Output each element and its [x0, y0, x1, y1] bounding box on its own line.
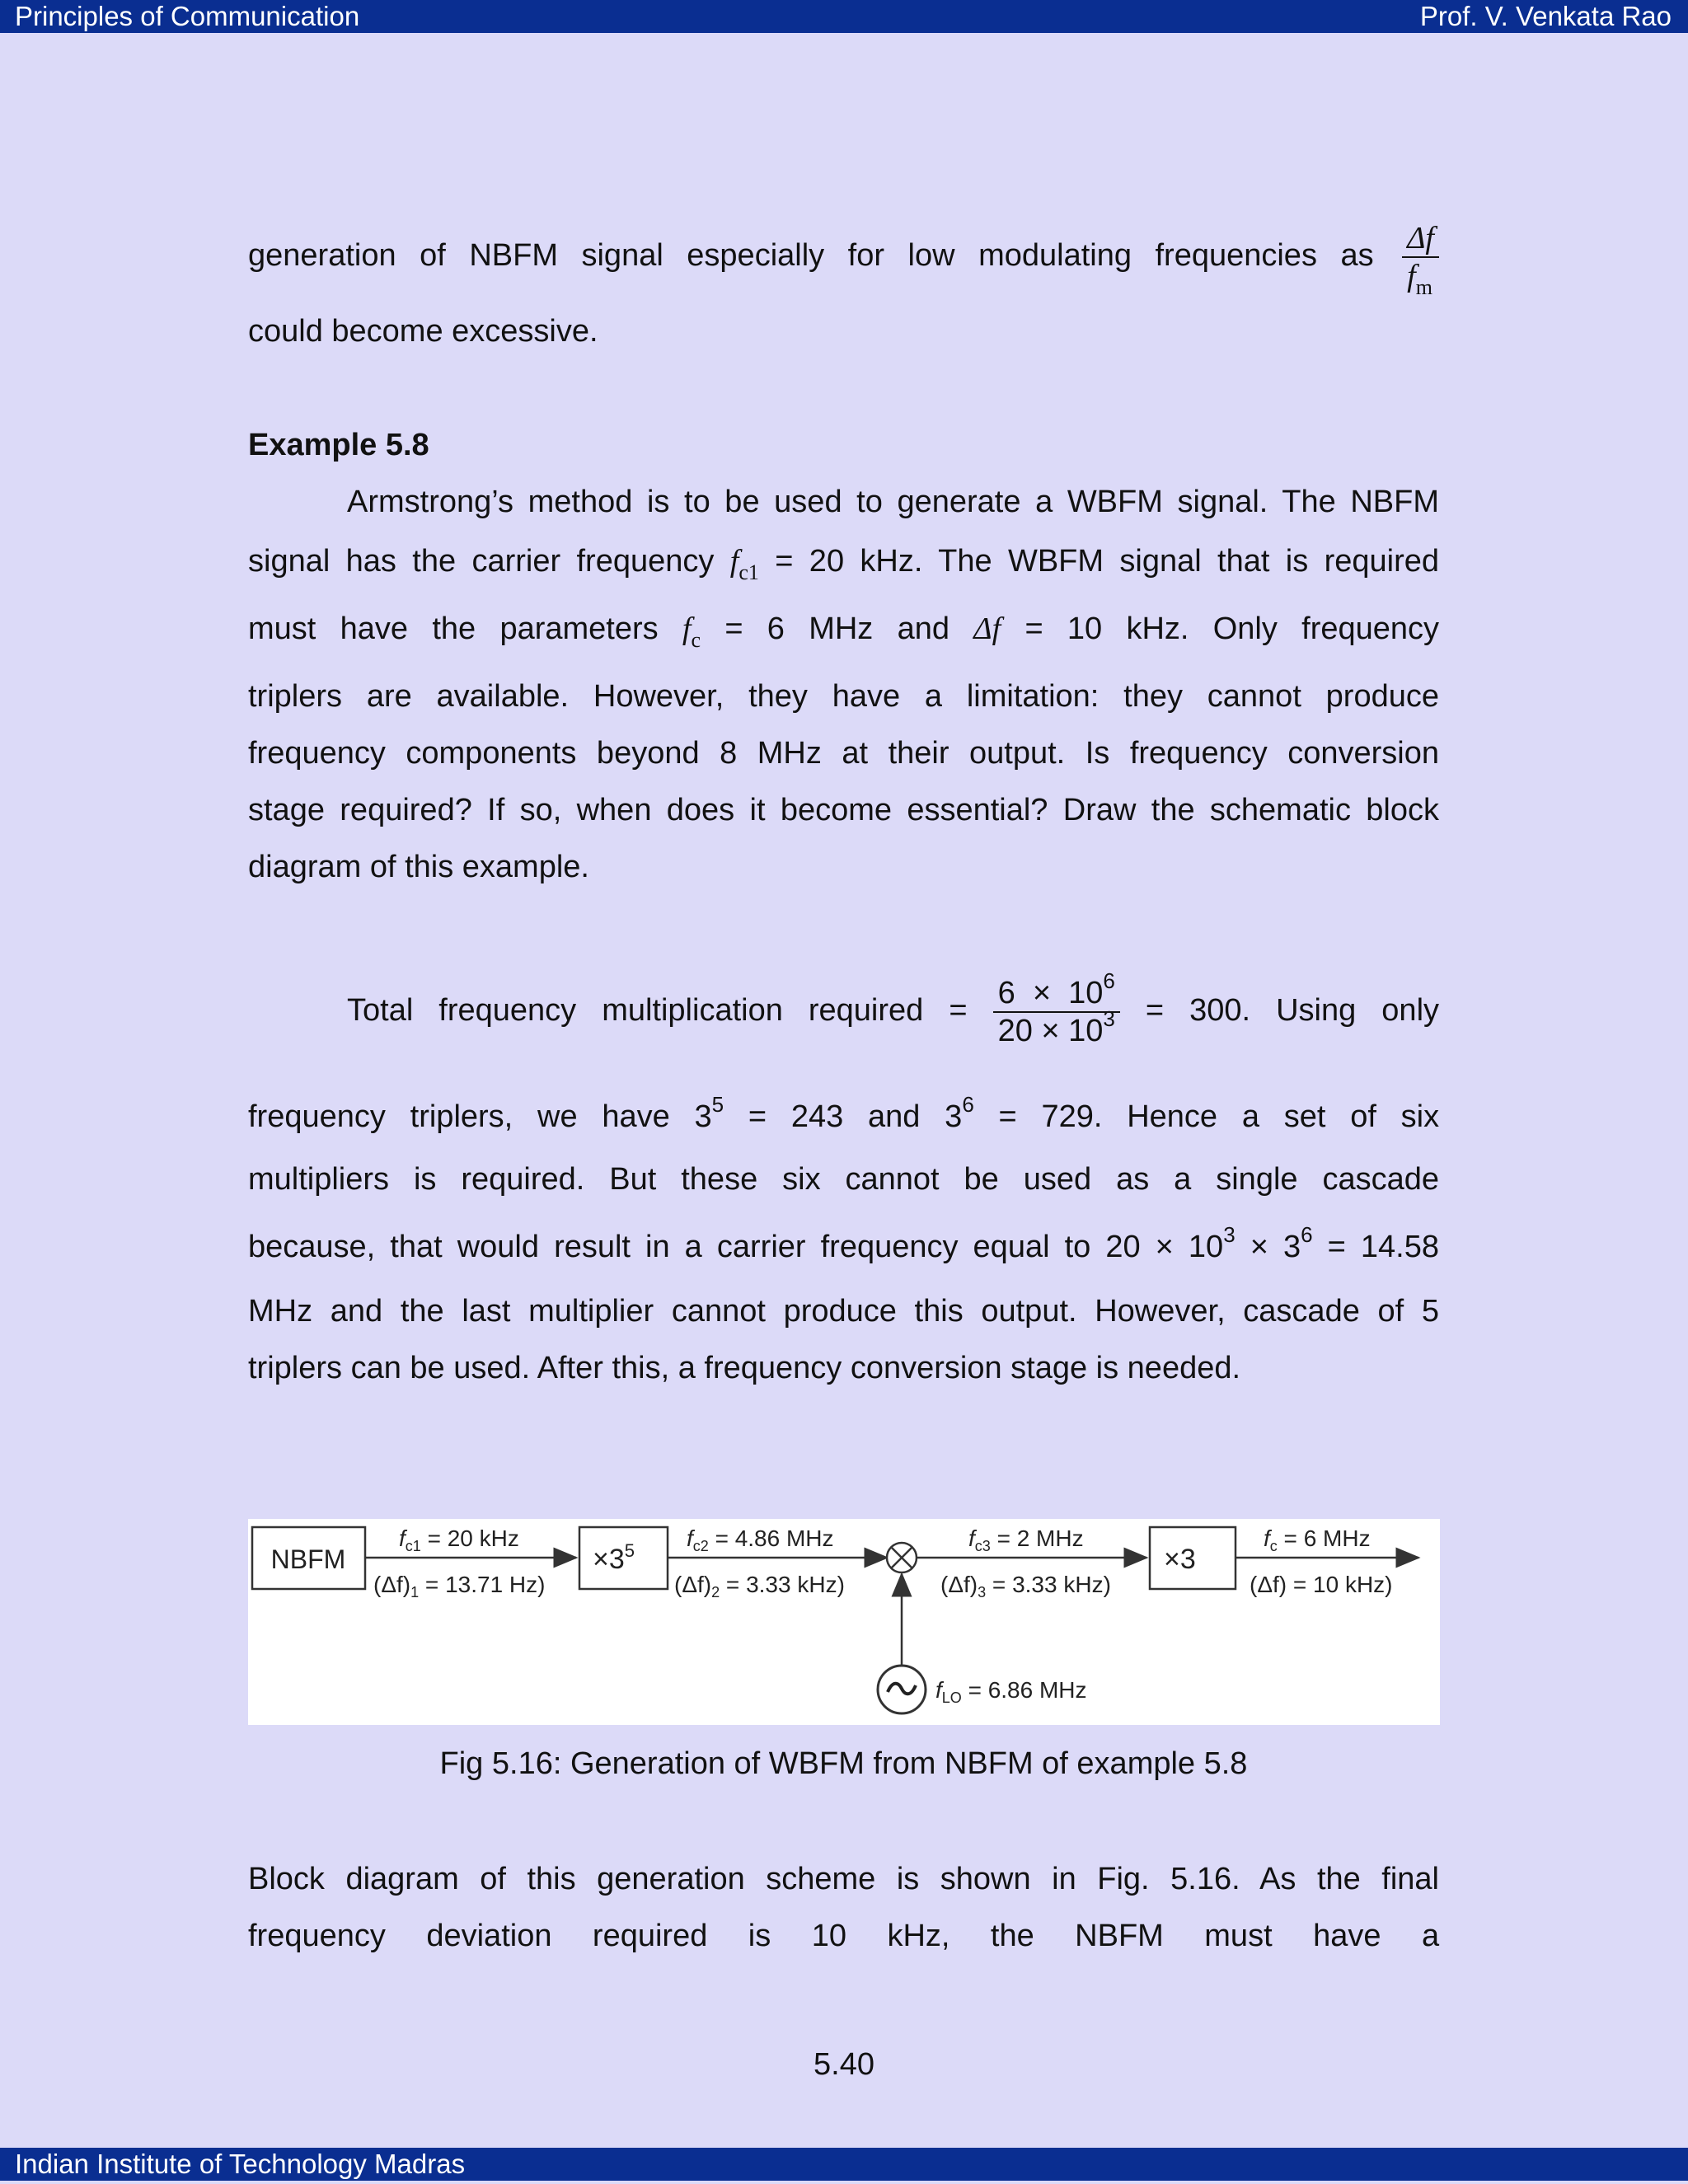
footer-bar: [0, 2148, 1688, 2181]
closing-line-1: Block diagram of this generation scheme is shown in Fig. 5.16. As the final: [248, 1862, 1439, 1896]
tripler-cascade-block: [579, 1527, 668, 1589]
header-bar: [0, 0, 1688, 33]
lo-label: $f_{LO} = 6.86$ MHz: [935, 1677, 1087, 1706]
fc2-label: $f_{c2} = 4.86$ MHz: [687, 1526, 834, 1554]
solution-line-6: triplers can be used. After this, a frequency conversion stage is needed.: [248, 1351, 1241, 1385]
header-course-title: Principles of Communication: [15, 1, 360, 31]
df1-label: $(\Delta f)_1 = 13.71$ Hz): [373, 1572, 546, 1601]
local-oscillator-symbol: [878, 1666, 926, 1713]
intro-fraction: $\frac{\Delta f}{f_m}$: [1402, 220, 1439, 294]
page-number: 5.40: [814, 2047, 874, 2082]
intro-line-2: could become excessive.: [248, 314, 598, 349]
example-line-5: frequency components beyond 8 MHz at their output. Is frequency conversion: [248, 736, 1439, 771]
block-diagram: [248, 1519, 1440, 1725]
nbfm-block: [252, 1527, 365, 1589]
example-line-7: diagram of this example.: [248, 850, 589, 884]
fc1-label: $f_{c1} = 20$ kHz: [399, 1526, 519, 1554]
example-line-1: Armstrong’s method is to be used to generate a WBFM signal. The NBFM: [347, 485, 1439, 519]
solution-line-3: multipliers is required. But these six cannot be used as a single cascade: [248, 1162, 1439, 1197]
header-author: Prof. V. Venkata Rao: [1419, 1, 1672, 31]
figure-caption: Fig 5.16: Generation of WBFM from NBFM of example 5.8: [439, 1746, 1248, 1781]
fc-label: $f_c = 6$ MHz: [1264, 1526, 1371, 1554]
df3-label: $(\Delta f)_3 = 3.33$ kHz): [940, 1572, 1111, 1601]
svg-text:×3: ×3: [1164, 1544, 1196, 1575]
multiplication-fraction: $\frac{6 \times 10^6}{20 \times 10^3}$: [993, 975, 1120, 1049]
solution-line-4: because, that would result in a carrier frequency equal to $20 \times 10^3 \times 3^6 = 14.58$: [248, 1222, 1439, 1264]
mixer-symbol: [887, 1543, 917, 1572]
fc3-label: $f_{c3} = 2$ MHz: [968, 1526, 1084, 1554]
block-diagram-svg: [248, 1519, 1440, 1725]
closing-line-2: frequency deviation required is 10 kHz, the NBFM must have a: [248, 1919, 1440, 1953]
solution-line-2: frequency triplers, we have $3^5 = 243$ and $3^6 = 729$. Hence a set of six: [248, 1092, 1440, 1134]
df-label: (Δf) = 10 kHz): [1250, 1572, 1393, 1597]
example-line-4: triplers are available. However, they have a limitation: they cannot produce: [248, 679, 1439, 714]
example-line-6: stage required? If so, when does it become essential? Draw the schematic block: [248, 793, 1439, 827]
df2-label: $(\Delta f)_2 = 3.33$ kHz): [674, 1572, 845, 1601]
svg-text:×35: $\times 3^5$: [593, 1540, 635, 1575]
tripler-block: [1150, 1527, 1236, 1589]
solution-line-1: Total frequency multiplication required = $\frac{6 \times 10^6}{20 \times 10^3}$ = 300. Using only: [347, 968, 1440, 1048]
solution-line-5: MHz and the last multiplier cannot produce this output. However, cascade of 5: [248, 1294, 1439, 1329]
footer-institute: Indian Institute of Technology Madras: [15, 2149, 466, 2179]
intro-line-1: generation of NBFM signal especially for low modulating frequencies as $\frac{\Delta f}{f_m}$: [248, 220, 1439, 294]
example-title: Example 5.8: [248, 428, 429, 462]
svg-text:NBFM: NBFM: [270, 1544, 346, 1574]
example-line-3: must have the parameters $f_c = 6$ MHz and Δf = 10 kHz. Only frequency: [248, 612, 1440, 652]
example-line-2: signal has the carrier frequency $f_{c1} = 20$ kHz. The WBFM signal that is required: [248, 544, 1440, 584]
